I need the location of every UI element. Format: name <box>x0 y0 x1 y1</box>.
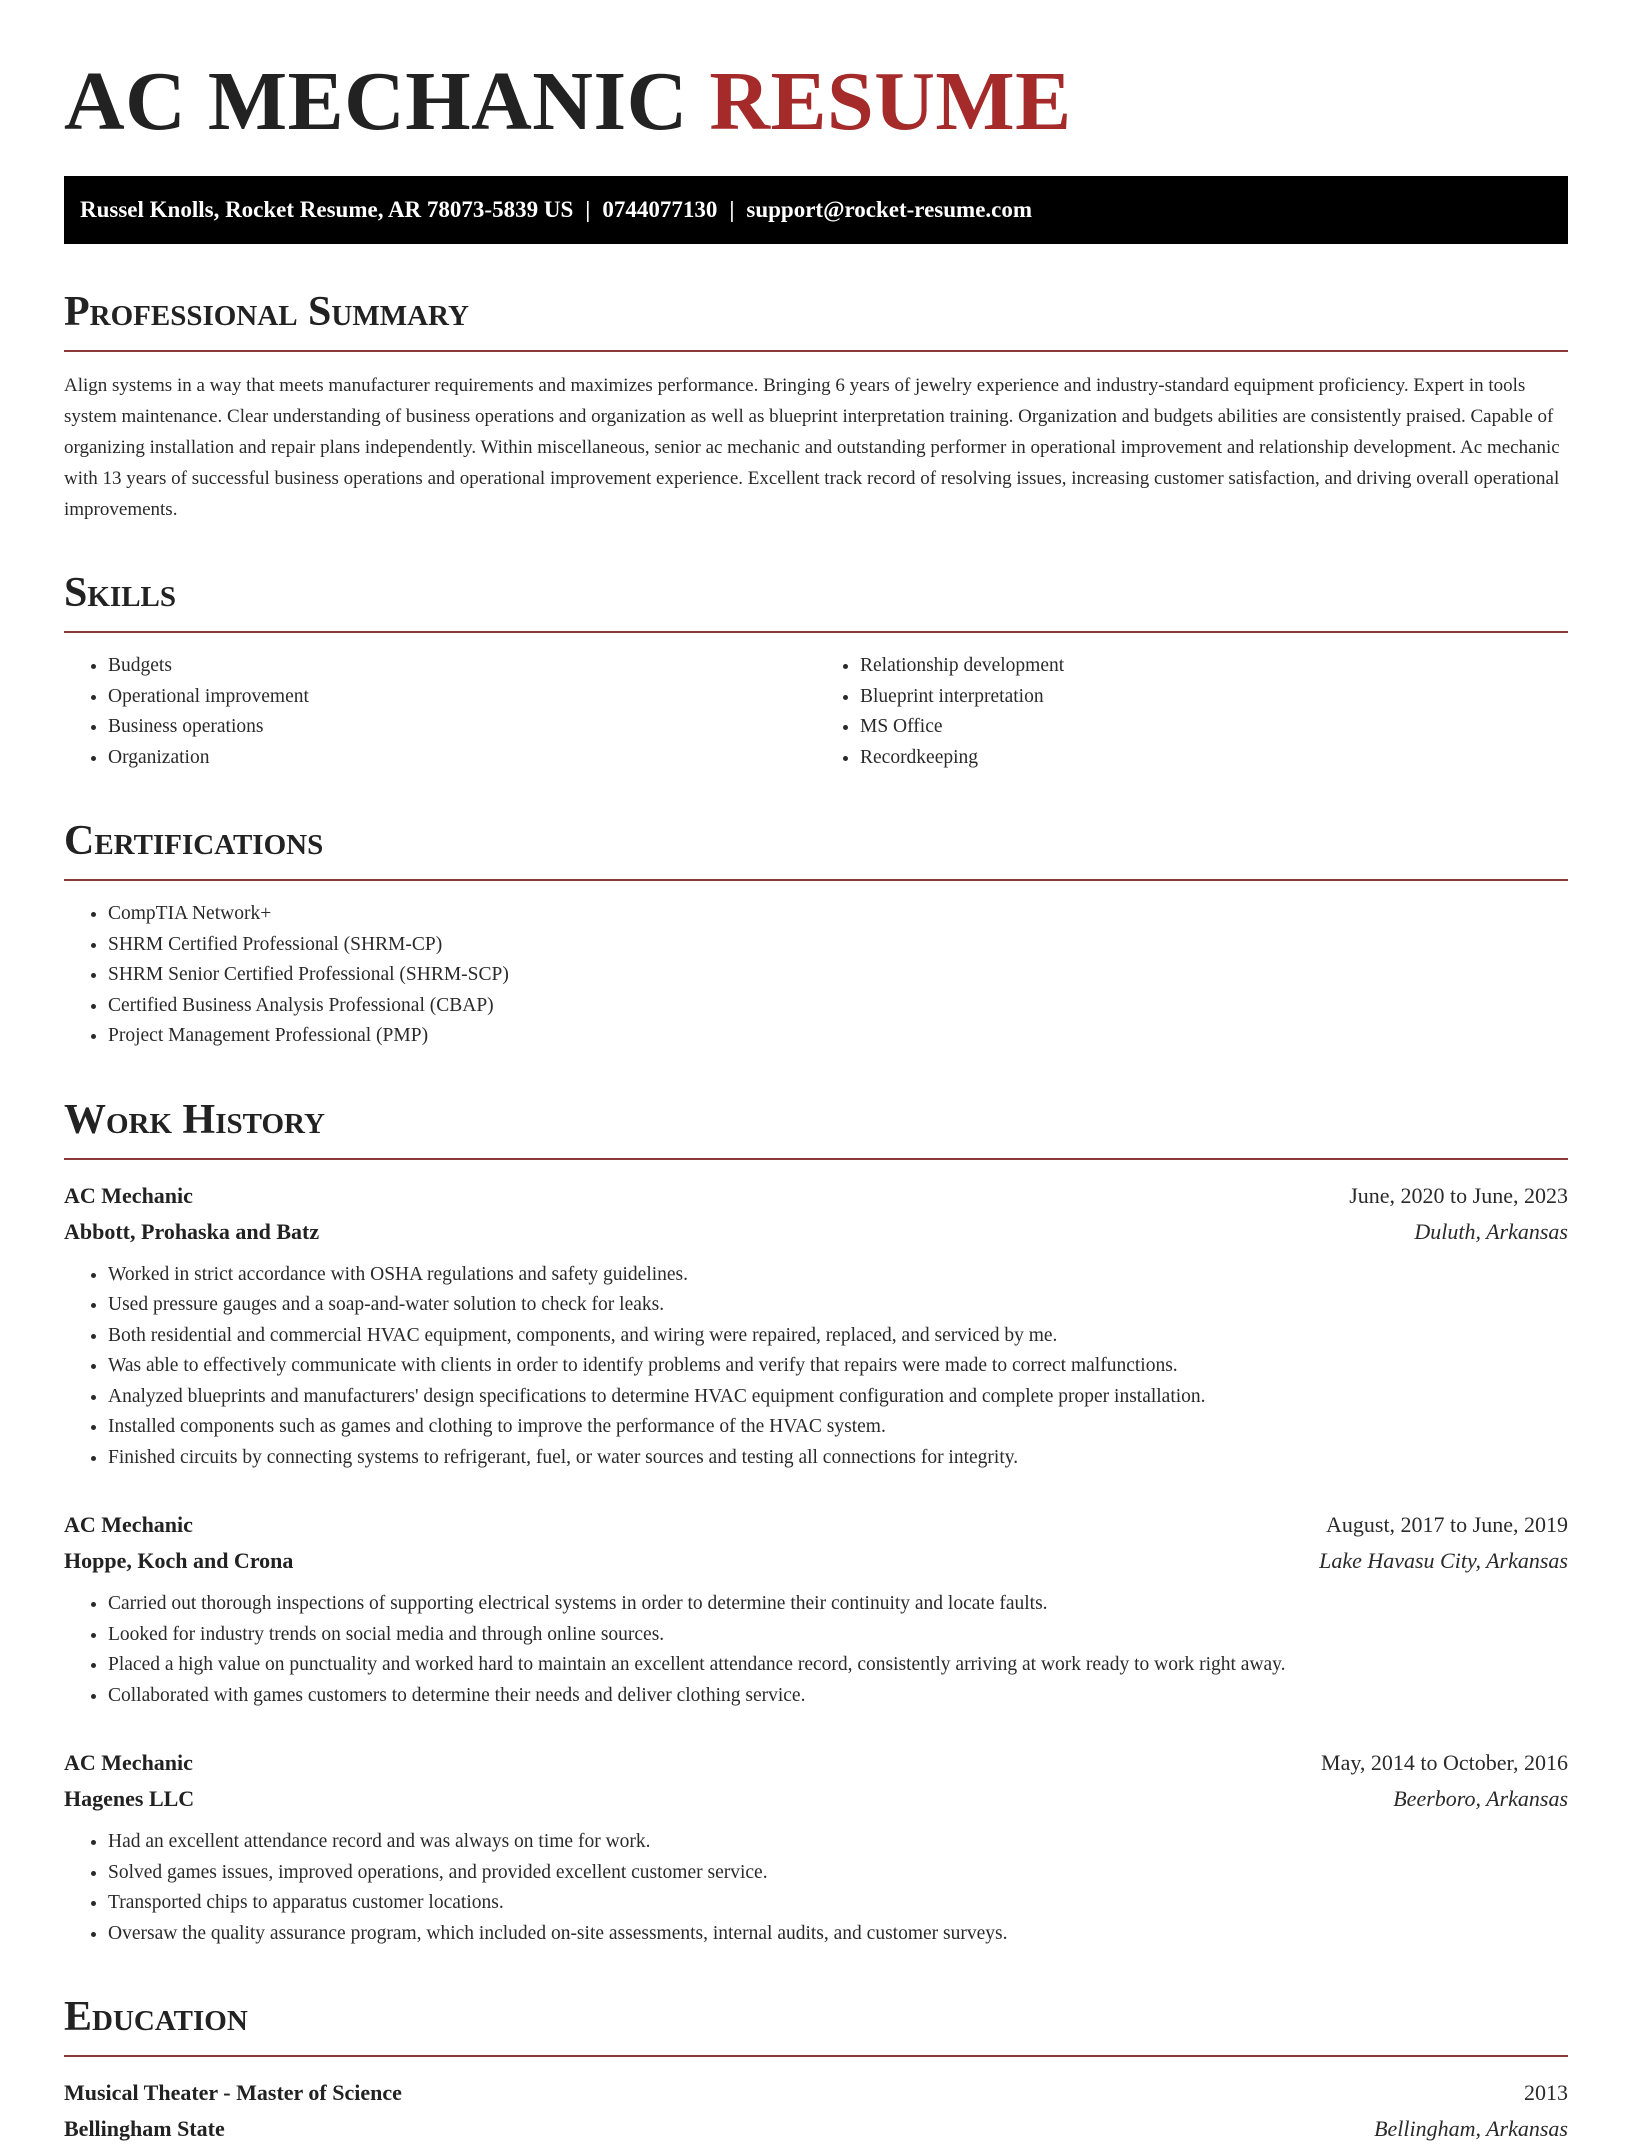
job-dates: August, 2017 to June, 2019 <box>1326 1512 1568 1537</box>
skill-item: • Operational improvement <box>108 682 816 713</box>
job-bullet: • Was able to effectively communicate with clients in order to identify problems and verify that repairs were made to correct malfunctions. <box>108 1351 1568 1382</box>
job-dates: May, 2014 to October, 2016 <box>1321 1750 1568 1775</box>
job-bullet: • Had an excellent attendance record and was always on time for work. <box>108 1827 1568 1858</box>
contact-separator: | <box>585 197 591 222</box>
job-bullet: • Finished circuits by connecting systems to refrigerant, fuel, or water sources and testing all connections for integrity. <box>108 1443 1568 1474</box>
education-section <box>64 1993 1568 2147</box>
job-bullet: • Solved games issues, improved operations, and provided excellent customer service. <box>108 1858 1568 1889</box>
certification-item: • Project Management Professional (PMP) <box>108 1021 1568 1052</box>
education-school: Bellingham State <box>64 2116 225 2141</box>
skill-item: • Business operations <box>108 712 816 743</box>
education-year: 2013 <box>1524 2080 1568 2105</box>
certification-item: • CompTIA Network+ <box>108 899 1568 930</box>
job-bullets <box>64 1589 1568 1711</box>
education-heading: Education <box>64 1994 248 2040</box>
job-company-row <box>64 1543 1568 1579</box>
contact-separator: | <box>729 197 735 222</box>
job-bullet: • Both residential and commercial HVAC equipment, components, and wiring were repaired, replaced, and serviced by me. <box>108 1321 1568 1352</box>
job-dates: June, 2020 to June, 2023 <box>1349 1182 1568 1208</box>
job-bullet: • Analyzed blueprints and manufacturers' design specifications to determine HVAC equipment configuration and complete proper installation. <box>108 1382 1568 1413</box>
contact-phone[interactable]: 0744077130 <box>602 197 718 222</box>
certification-item: • SHRM Senior Certified Professional (SHRM-SCP) <box>108 960 1568 991</box>
skills-heading: Skills <box>64 570 177 616</box>
job-title-row <box>64 1178 1568 1214</box>
job-bullet: • Placed a high value on punctuality and worked hard to maintain an excellent attendance record, consistently arriving at work ready to work right away. <box>108 1650 1568 1681</box>
job-bullets <box>64 1260 1568 1474</box>
job-bullet: • Collaborated with games customers to determine their needs and deliver clothing service. <box>108 1681 1568 1712</box>
job-entry <box>64 1178 1568 1474</box>
job-bullet: • Looked for industry trends on social media and through online sources. <box>108 1620 1568 1651</box>
job-location: Duluth, Arkansas <box>1414 1218 1568 1244</box>
job-company-row <box>64 1214 1568 1250</box>
certification-item: • SHRM Certified Professional (SHRM-CP) <box>108 930 1568 961</box>
skills-grid <box>64 651 1568 773</box>
job-bullet: • Carried out thorough inspections of supporting electrical systems in order to determine their continuity and locate faults. <box>108 1589 1568 1620</box>
skill-item: • Budgets <box>108 651 816 682</box>
resume-title <box>64 0 1568 148</box>
contact-bar <box>64 176 1568 244</box>
job-title-row <box>64 1745 1568 1781</box>
work-history-heading: Work History <box>64 1096 325 1143</box>
job-company: Abbott, Prohaska and Batz <box>64 1218 320 1244</box>
job-title: AC Mechanic <box>64 1512 193 1537</box>
contact-email[interactable]: support@rocket-resume.com <box>746 197 1033 222</box>
contact-address: Russel Knolls, Rocket Resume, AR 78073-5839 US <box>80 197 574 222</box>
skill-item: • Recordkeeping <box>860 743 1568 774</box>
job-bullet: • Transported chips to apparatus customer locations. <box>108 1888 1568 1919</box>
certification-item: • Certified Business Analysis Professional (CBAP) <box>108 991 1568 1022</box>
summary-section <box>64 288 1568 525</box>
job-location: Beerboro, Arkansas <box>1393 1786 1568 1811</box>
section-divider <box>64 879 1568 881</box>
job-company-row <box>64 1781 1568 1817</box>
education-degree: Musical Theater - Master of Science <box>64 2080 402 2105</box>
section-divider <box>64 350 1568 352</box>
job-bullet: • Oversaw the quality assurance program, which included on-site assessments, internal audits, and customer surveys. <box>108 1919 1568 1950</box>
title-accent: RESUME <box>709 55 1072 148</box>
job-bullet: • Installed components such as games and clothing to improve the performance of the HVAC system. <box>108 1412 1568 1443</box>
skill-item: • Relationship development <box>860 651 1568 682</box>
work-history-section <box>64 1096 1568 1950</box>
skill-item: • MS Office <box>860 712 1568 743</box>
job-entry <box>64 1745 1568 1949</box>
job-entry <box>64 1507 1568 1711</box>
certifications-list <box>64 899 1568 1052</box>
job-title: AC Mechanic <box>64 1182 193 1208</box>
job-location: Lake Havasu City, Arkansas <box>1319 1548 1568 1573</box>
education-location: Bellingham, Arkansas <box>1374 2116 1568 2141</box>
summary-heading: Professional Summary <box>64 289 469 335</box>
job-company: Hoppe, Koch and Crona <box>64 1548 294 1573</box>
title-main: AC MECHANIC <box>64 55 688 148</box>
section-divider <box>64 1158 1568 1160</box>
job-title: AC Mechanic <box>64 1750 193 1775</box>
summary-text: Align systems in a way that meets manufacturer requirements and maximizes performance. Bringing 6 years of jewelry experience and industry-standard equipment proficiency. Expert in tools system maintenance. Clear understanding of business operations and organization as well as blueprint interpretation training. Organization and budgets abilities are consistently praised. Capable of organizing installation and repair plans independently. Within miscellaneous, senior ac mechanic and outstanding performer in operational improvement and relationship development. Ac mechanic with 13 years of successful business operations and operational improvement experience. Excellent track record of resolving issues, increasing customer satisfaction, and driving overall operational improvements. <box>64 375 1560 520</box>
job-company: Hagenes LLC <box>64 1786 195 1811</box>
section-divider <box>64 2055 1568 2057</box>
skill-item: • Organization <box>108 743 816 774</box>
job-title-row <box>64 1507 1568 1543</box>
education-degree-row <box>64 2075 1568 2111</box>
job-bullets <box>64 1827 1568 1949</box>
skills-list-right <box>816 651 1568 773</box>
certifications-section <box>64 817 1568 1052</box>
job-bullet: • Worked in strict accordance with OSHA regulations and safety guidelines. <box>108 1260 1568 1291</box>
skills-list-left <box>64 651 816 773</box>
job-bullet: • Used pressure gauges and a soap-and-water solution to check for leaks. <box>108 1290 1568 1321</box>
skills-section <box>64 569 1568 773</box>
skill-item: • Blueprint interpretation <box>860 682 1568 713</box>
certifications-heading: Certifications <box>64 818 324 864</box>
education-school-row <box>64 2111 1568 2147</box>
section-divider <box>64 631 1568 633</box>
